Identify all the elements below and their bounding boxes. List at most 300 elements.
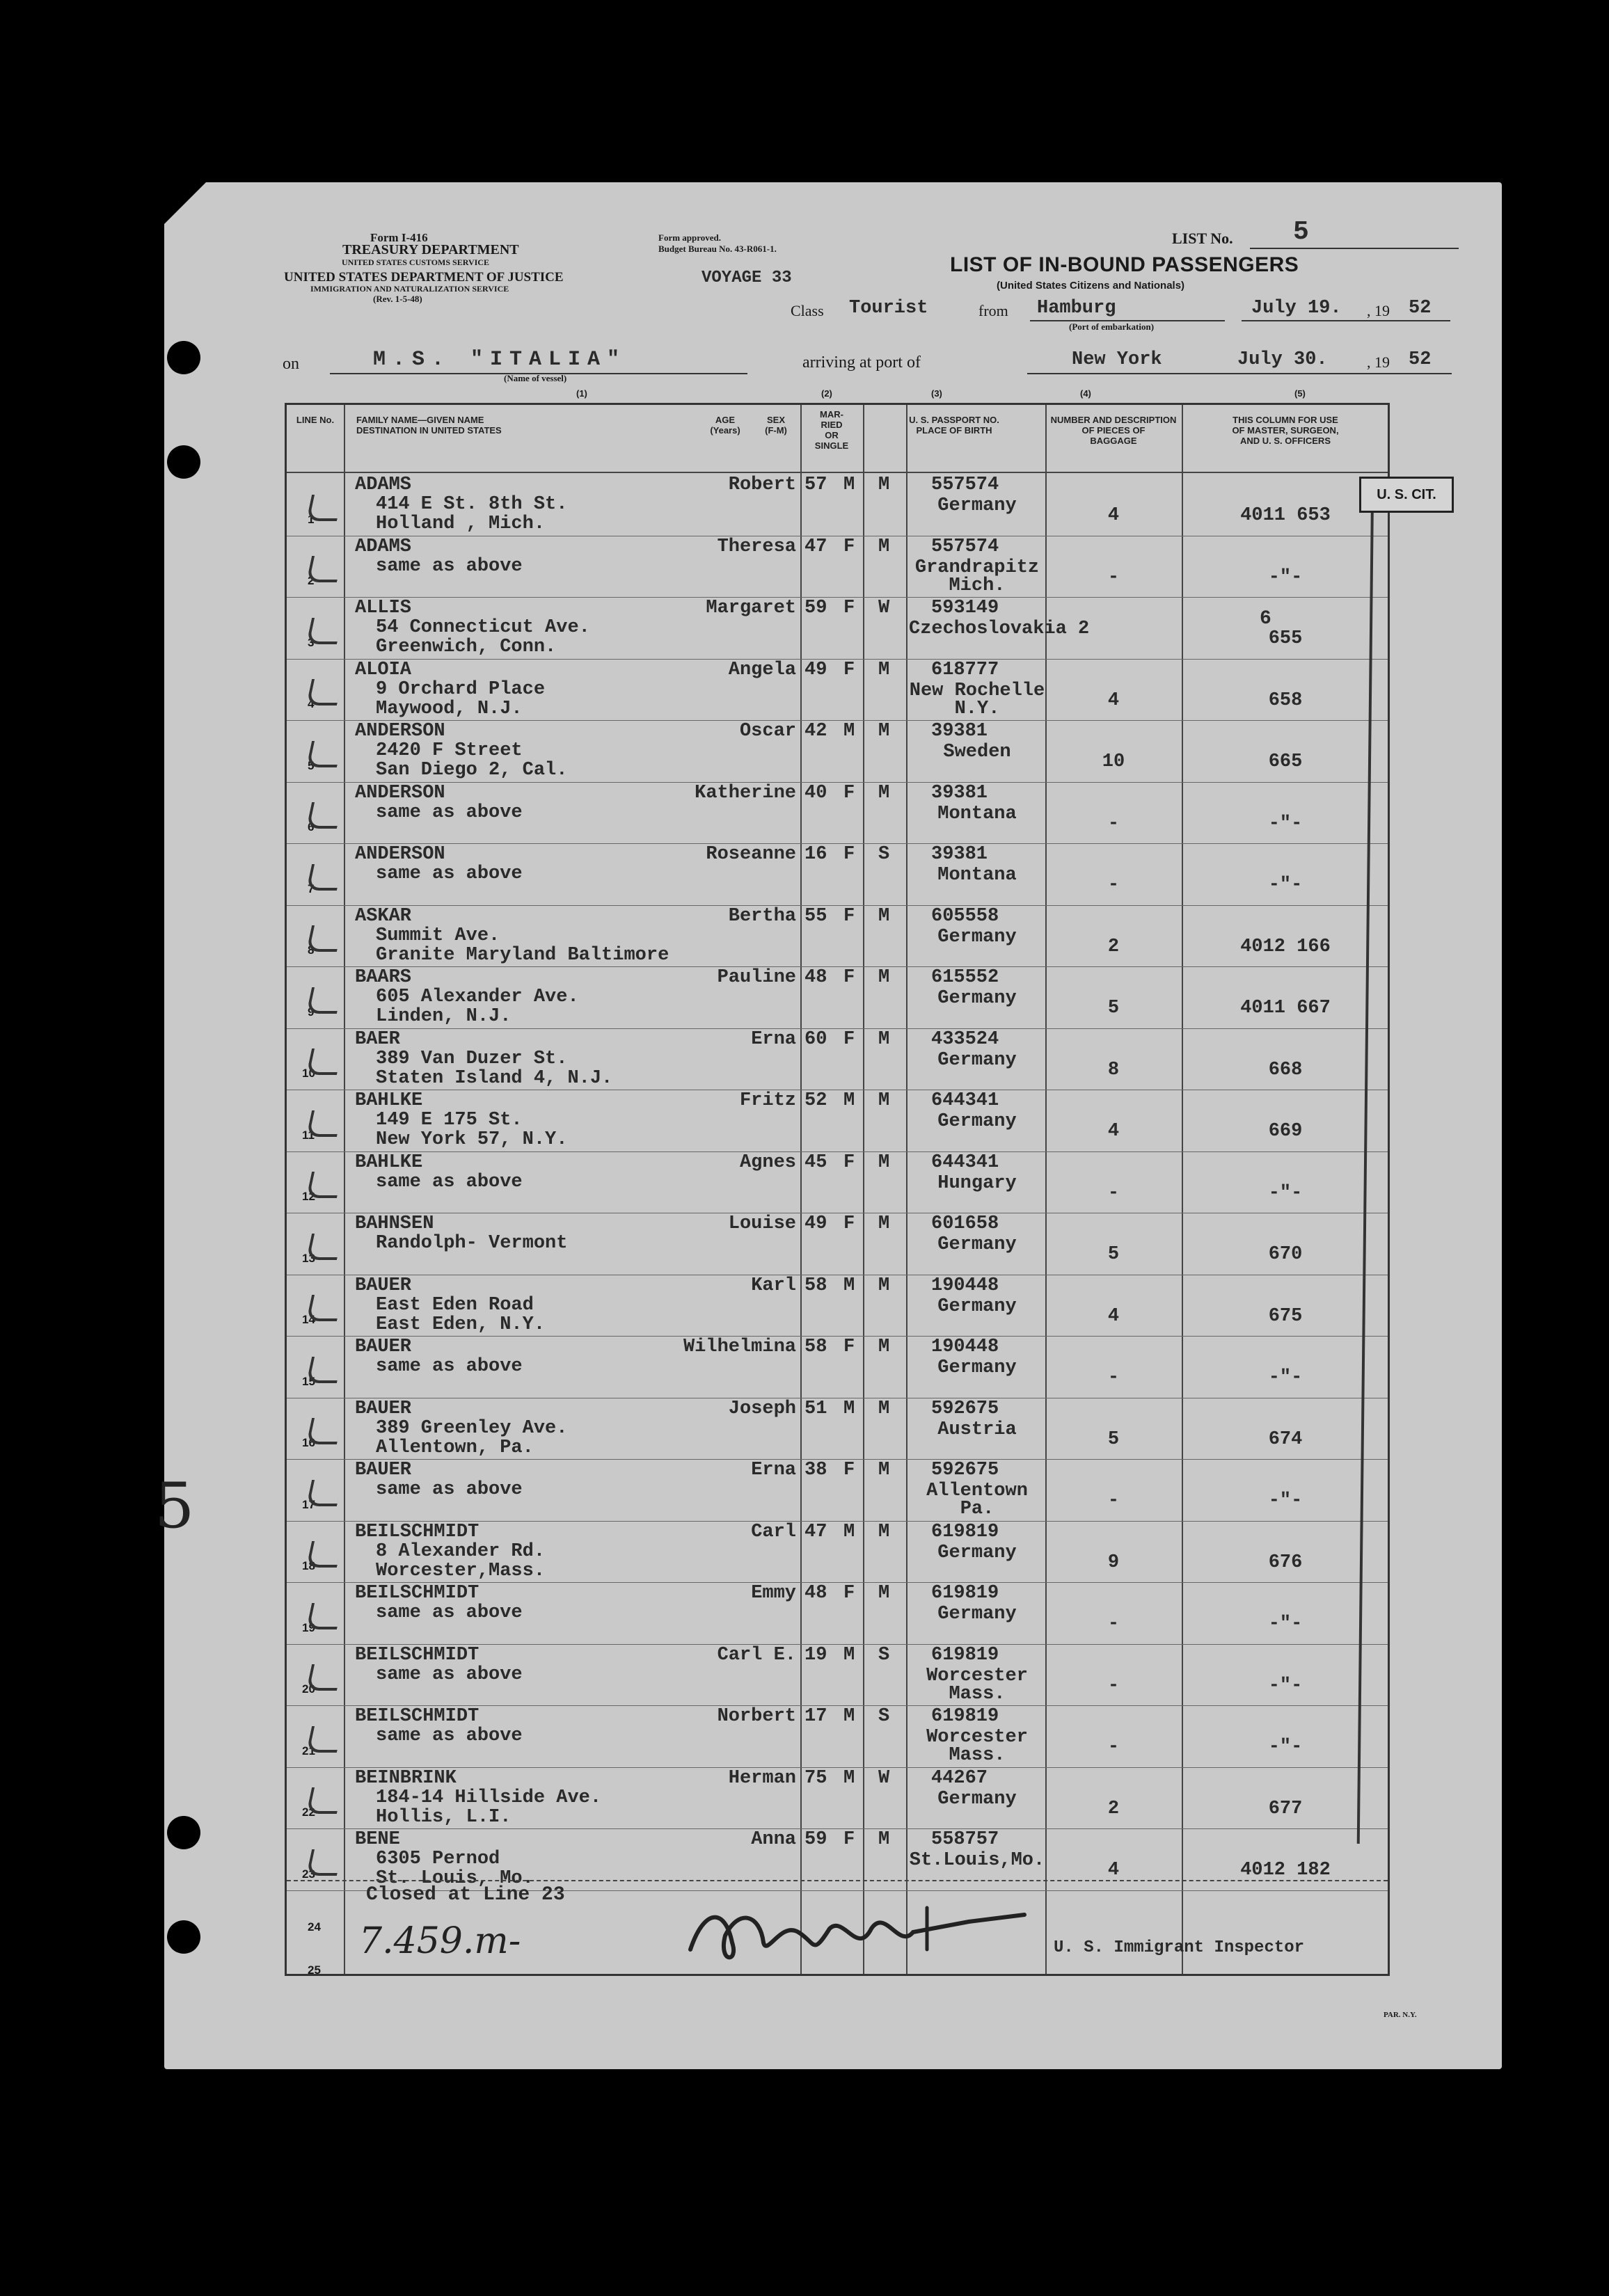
sex: F xyxy=(843,844,855,865)
age: 55 xyxy=(804,905,827,927)
baggage-count: 10 xyxy=(1102,751,1125,772)
family-name: ANDERSON xyxy=(355,782,445,804)
place-of-birth-line-2: Mass. xyxy=(949,1745,1006,1766)
baggage-count: 4 xyxy=(1107,1121,1120,1142)
form-approved: Form approved. xyxy=(658,232,722,243)
officer-number: -"- xyxy=(1268,1367,1303,1388)
closed-note: Closed at Line 23 xyxy=(366,1884,565,1906)
table-row xyxy=(287,1583,1388,1645)
officer-number: 665 xyxy=(1268,751,1303,772)
passport-number: 601658 xyxy=(931,1213,999,1234)
line-number: 12 xyxy=(302,1190,315,1203)
table-row xyxy=(287,1337,1388,1398)
line-number: 17 xyxy=(302,1497,315,1511)
marital-status: M xyxy=(878,1398,890,1419)
sex: F xyxy=(843,1028,855,1050)
place-of-birth: Sweden xyxy=(943,742,1011,763)
address-line-1: 54 Connecticut Ave. xyxy=(376,617,590,638)
address-line-1: same as above xyxy=(376,1356,523,1377)
table-row xyxy=(287,721,1388,783)
passport-number: 644341 xyxy=(931,1090,999,1111)
baggage-count: 5 xyxy=(1107,1244,1120,1265)
marital-status: M xyxy=(878,967,890,988)
arriving-label: arriving at port of xyxy=(802,353,921,372)
line-number: 15 xyxy=(302,1374,315,1388)
place-of-birth: Germany xyxy=(937,1296,1017,1317)
passport-number: 592675 xyxy=(931,1460,999,1481)
officer-number: 655 xyxy=(1268,628,1303,649)
officer-number: 669 xyxy=(1268,1121,1303,1142)
sex: F xyxy=(843,1213,855,1234)
passport-number: 618777 xyxy=(931,659,999,680)
baggage-count: - xyxy=(1107,875,1120,895)
officer-number: 668 xyxy=(1268,1059,1303,1081)
voyage-stamp: VOYAGE 33 xyxy=(702,269,792,287)
sex: M xyxy=(843,1521,855,1542)
inspector-signature xyxy=(676,1894,1052,1970)
passport-number: 557574 xyxy=(931,475,999,495)
col-header-officers: THIS COLUMN FOR USE OF MASTER, SURGEON, AND U. S. OFFICERS xyxy=(1232,415,1339,446)
address-line-1: 6305 Pernod xyxy=(376,1849,500,1870)
baggage-count: 2 xyxy=(1107,1798,1120,1819)
place-of-birth: Germany xyxy=(937,1788,1017,1810)
sex: F xyxy=(843,598,855,619)
table-row xyxy=(287,844,1388,906)
address-line-2: New York 57, N.Y. xyxy=(376,1129,568,1150)
line-number: 2 xyxy=(308,574,315,587)
family-name: ALOIA xyxy=(355,659,412,680)
place-of-birth: Grandrapitz xyxy=(914,557,1040,578)
address-line-2: Greenwich, Conn. xyxy=(376,637,557,657)
ins-service: IMMIGRATION AND NATURALIZATION SERVICE xyxy=(310,284,509,294)
check-mark xyxy=(306,1234,342,1260)
line-number: 10 xyxy=(302,1067,315,1080)
sex: F xyxy=(843,1583,855,1604)
age: 40 xyxy=(804,782,827,804)
given-name: Erna xyxy=(751,1028,796,1050)
passport-number: 39381 xyxy=(931,721,988,742)
sex: F xyxy=(843,1460,855,1481)
table-row xyxy=(287,783,1388,845)
place-of-birth: Germany xyxy=(937,1542,1017,1563)
sex: F xyxy=(843,967,855,988)
baggage-count: - xyxy=(1107,1675,1120,1696)
binder-hole xyxy=(167,445,200,479)
table-row xyxy=(287,1152,1388,1214)
family-name: BENE xyxy=(355,1829,400,1850)
family-name: ADAMS xyxy=(355,475,412,495)
given-name: Pauline xyxy=(717,967,796,988)
address-line-2: Holland , Mich. xyxy=(376,513,546,534)
age: 19 xyxy=(804,1644,827,1666)
place-of-birth: Germany xyxy=(937,988,1017,1009)
place-of-birth: Germany xyxy=(937,1234,1017,1255)
address-line-2: Staten Island 4, N.J. xyxy=(376,1067,613,1089)
check-mark xyxy=(306,1541,342,1568)
table-row xyxy=(287,967,1388,1029)
officer-number: 674 xyxy=(1268,1428,1303,1450)
officer-number: 4011 653 xyxy=(1240,505,1331,526)
passport-number: 619819 xyxy=(931,1644,999,1666)
check-mark xyxy=(306,1110,342,1137)
age: 16 xyxy=(804,844,827,865)
given-name: Katherine xyxy=(695,782,796,804)
address-line-1: 389 Greenley Ave. xyxy=(376,1417,568,1439)
line-number: 11 xyxy=(302,1128,315,1142)
table-row xyxy=(287,598,1388,660)
torn-corner xyxy=(164,182,206,224)
passport-number: 615552 xyxy=(931,967,999,988)
class-value: Tourist xyxy=(849,298,928,319)
passport-number: 39381 xyxy=(931,782,988,804)
line-number: 5 xyxy=(308,758,315,772)
place-of-birth: Hungary xyxy=(937,1172,1017,1194)
sex: F xyxy=(843,905,855,927)
age: 52 xyxy=(804,1090,827,1111)
address-line-1: 605 Alexander Ave. xyxy=(376,987,579,1007)
line-number: 7 xyxy=(308,882,315,895)
check-mark xyxy=(306,987,342,1014)
arrival-date: July 30. xyxy=(1237,349,1328,370)
address-line-2: Allentown, Pa. xyxy=(376,1437,534,1458)
officer-number: 4012 166 xyxy=(1240,936,1331,957)
officer-number: -"- xyxy=(1268,566,1303,588)
table-row xyxy=(287,1090,1388,1152)
passport-number: 605558 xyxy=(931,905,999,927)
officer-number: 670 xyxy=(1268,1244,1303,1265)
form-title: LIST OF IN-BOUND PASSENGERS xyxy=(950,253,1299,276)
form-number: Form I-416 xyxy=(370,231,428,244)
baggage-count: 4 xyxy=(1107,505,1120,526)
family-name: BEILSCHMIDT xyxy=(355,1706,479,1727)
officer-number: -"- xyxy=(1268,1182,1303,1204)
arrival-year: 52 xyxy=(1409,349,1432,370)
given-name: Carl E. xyxy=(717,1644,796,1666)
address-line-1: same as above xyxy=(376,1171,523,1193)
table-row xyxy=(287,1213,1388,1275)
address-line-1: 414 E St. 8th St. xyxy=(376,494,568,515)
baggage-count: 9 xyxy=(1107,1552,1120,1573)
table-row xyxy=(287,906,1388,968)
date-underline xyxy=(1242,320,1450,321)
passenger-table xyxy=(285,403,1390,1976)
form-sheet xyxy=(154,182,1502,2069)
line-number: 6 xyxy=(308,820,315,834)
marital-status: M xyxy=(878,1337,890,1357)
printer-mark: PAR. N.Y. xyxy=(1384,2011,1417,2019)
sex: M xyxy=(843,1644,855,1666)
us-citizen-stamp: U. S. CIT. xyxy=(1359,477,1454,513)
passport-number: 44267 xyxy=(931,1767,988,1789)
check-mark xyxy=(306,1295,342,1321)
vessel-note: (Name of vessel) xyxy=(504,373,567,383)
family-name: BAUER xyxy=(355,1337,412,1357)
place-of-birth-line-2: Pa. xyxy=(960,1499,994,1520)
baggage-count: - xyxy=(1107,813,1120,834)
given-name: Wilhelmina xyxy=(683,1337,796,1357)
baggage-count: - xyxy=(1107,1367,1120,1388)
address-line-1: 389 Van Duzer St. xyxy=(376,1048,568,1069)
marital-status: S xyxy=(878,844,890,865)
check-mark xyxy=(306,556,342,582)
family-name: BEILSCHMIDT xyxy=(355,1644,479,1666)
table-row xyxy=(287,475,1388,536)
column-number-4: (4) xyxy=(1080,388,1091,399)
address-line-1: same as above xyxy=(376,1664,523,1685)
line-number: 3 xyxy=(308,635,315,649)
place-of-birth: Germany xyxy=(937,1049,1017,1071)
col-header-married: MAR- RIED OR SINGLE xyxy=(814,409,849,451)
family-name: BAUER xyxy=(355,1398,412,1419)
baggage-count: 4 xyxy=(1107,1305,1120,1327)
given-name: Robert xyxy=(728,475,796,495)
sex: M xyxy=(843,475,855,495)
column-number-3: (3) xyxy=(931,388,942,399)
table-row xyxy=(287,1706,1388,1768)
officer-number: -"- xyxy=(1268,1490,1303,1511)
officer-number: 676 xyxy=(1268,1552,1303,1573)
passport-number: 558757 xyxy=(931,1829,999,1850)
table-row xyxy=(287,536,1388,598)
age: 58 xyxy=(804,1337,827,1357)
family-name: BAUER xyxy=(355,1460,412,1481)
passport-number: 190448 xyxy=(931,1275,999,1296)
line-number-25: 25 xyxy=(308,1963,321,1977)
age: 17 xyxy=(804,1706,827,1727)
passport-number: 557574 xyxy=(931,536,999,557)
age: 48 xyxy=(804,1583,827,1604)
officer-number: 675 xyxy=(1268,1305,1303,1327)
age: 45 xyxy=(804,1151,827,1173)
line-number: 18 xyxy=(302,1559,315,1572)
check-mark xyxy=(306,1049,342,1075)
family-name: BAER xyxy=(355,1028,400,1050)
class-label: Class xyxy=(791,302,824,319)
table-row xyxy=(287,1398,1388,1460)
place-of-birth: Worcester xyxy=(926,1727,1028,1748)
on-label: on xyxy=(283,355,299,373)
column-number-5: (5) xyxy=(1294,388,1306,399)
binder-hole xyxy=(167,1920,200,1954)
check-mark xyxy=(306,1172,342,1198)
address-line-1: same as above xyxy=(376,1479,523,1500)
departure-date: July 19. xyxy=(1251,298,1342,319)
given-name: Angela xyxy=(728,659,796,680)
address-line-1: 184-14 Hillside Ave. xyxy=(376,1787,602,1808)
place-of-birth-line-2: Mich. xyxy=(949,575,1006,596)
col-header-line: LINE No. xyxy=(296,415,335,425)
line-number: 21 xyxy=(302,1744,315,1757)
vessel-name: M.S. "ITALIA" xyxy=(373,348,627,372)
check-mark xyxy=(306,1664,342,1691)
sex: M xyxy=(843,1398,855,1419)
line-number: 20 xyxy=(302,1682,315,1696)
age: 60 xyxy=(804,1028,827,1050)
justice-dept: UNITED STATES DEPARTMENT OF JUSTICE xyxy=(284,270,564,285)
arrival-underline xyxy=(1027,373,1452,374)
officer-number: -"- xyxy=(1268,1675,1303,1696)
address-line-1: 9 Orchard Place xyxy=(376,678,546,700)
marital-status: M xyxy=(878,659,890,680)
address-line-1: Summit Ave. xyxy=(376,925,500,946)
sex: F xyxy=(843,782,855,804)
sex: F xyxy=(843,536,855,557)
sex: F xyxy=(843,659,855,680)
officer-number: -"- xyxy=(1268,1613,1303,1634)
table-row xyxy=(287,1275,1388,1337)
line-number-24: 24 xyxy=(308,1920,321,1934)
age: 51 xyxy=(804,1398,827,1419)
family-name: BAARS xyxy=(355,967,412,988)
officer-number: -"- xyxy=(1268,1737,1303,1757)
baggage-count: 5 xyxy=(1107,998,1120,1019)
annotation-6: 6 xyxy=(1260,608,1271,630)
marital-status: M xyxy=(878,1151,890,1173)
treasury-dept: TREASURY DEPARTMENT xyxy=(342,242,519,257)
address-line-1: 149 E 175 St. xyxy=(376,1110,523,1131)
address-line-1: 8 Alexander Rd. xyxy=(376,1540,546,1562)
family-name: BAHNSEN xyxy=(355,1213,434,1234)
budget-bureau: Budget Bureau No. 43-R061-1. xyxy=(658,244,777,254)
line-number: 13 xyxy=(302,1251,315,1265)
given-name: Theresa xyxy=(717,536,796,557)
check-mark xyxy=(306,1480,342,1506)
handwritten-code: 7.459.m- xyxy=(359,1920,521,1962)
table-row xyxy=(287,1768,1388,1830)
baggage-count: - xyxy=(1107,1737,1120,1757)
given-name: Oscar xyxy=(739,721,796,742)
binder-hole xyxy=(167,341,200,374)
sex: F xyxy=(843,1829,855,1850)
check-mark xyxy=(306,802,342,829)
age: 48 xyxy=(804,967,827,988)
inspector-title: U. S. Immigrant Inspector xyxy=(1054,1938,1305,1957)
address-line-1: same as above xyxy=(376,1602,523,1623)
marital-status: W xyxy=(878,598,890,619)
given-name: Agnes xyxy=(739,1151,796,1173)
address-line-2: San Diego 2, Cal. xyxy=(376,760,568,781)
given-name: Herman xyxy=(728,1767,796,1789)
given-name: Erna xyxy=(751,1460,796,1481)
check-mark xyxy=(306,1603,342,1629)
address-line-1: East Eden Road xyxy=(376,1294,534,1316)
age: 47 xyxy=(804,1521,827,1542)
officer-number: 677 xyxy=(1268,1798,1303,1819)
family-name: BEILSCHMIDT xyxy=(355,1521,479,1542)
departure-year: 52 xyxy=(1409,298,1432,319)
row-divider xyxy=(287,1880,1388,1883)
line-number: 9 xyxy=(308,1005,315,1019)
col-header-baggage: NUMBER AND DESCRIPTION OF PIECES OF BAGGAGE xyxy=(1050,415,1177,446)
age: 59 xyxy=(804,598,827,619)
place-of-birth: Czechoslovakia 2 xyxy=(909,619,1090,639)
age: 47 xyxy=(804,536,827,557)
sex: M xyxy=(843,721,855,742)
place-of-birth: Allentown xyxy=(926,1481,1028,1501)
place-of-birth: Austria xyxy=(937,1419,1017,1440)
col-header-passport: U. S. PASSPORT NO. PLACE OF BIRTH xyxy=(909,415,999,436)
baggage-count: - xyxy=(1107,1613,1120,1634)
marital-status: M xyxy=(878,905,890,927)
place-of-birth: Montana xyxy=(937,803,1017,824)
table-row xyxy=(287,660,1388,722)
address-line-1: same as above xyxy=(376,863,523,884)
place-of-birth: St.Louis,Mo. xyxy=(909,1850,1045,1871)
passport-number: 433524 xyxy=(931,1028,999,1050)
address-line-2: Worcester,Mass. xyxy=(376,1560,546,1581)
marital-status: M xyxy=(878,536,890,557)
line-number: 1 xyxy=(308,512,315,526)
place-of-birth: Germany xyxy=(937,495,1017,516)
address-line-2: Maywood, N.J. xyxy=(376,698,523,719)
check-mark xyxy=(306,1726,342,1753)
address-line-2: Hollis, L.I. xyxy=(376,1806,512,1828)
line-number: 19 xyxy=(302,1620,315,1634)
arrival-year-prefix: , 19 xyxy=(1367,353,1390,371)
margin-mark: 5 xyxy=(154,1469,195,1542)
line-number: 22 xyxy=(302,1805,315,1819)
address-line-1: 2420 F Street xyxy=(376,740,523,761)
given-name: Margaret xyxy=(706,598,796,619)
place-of-birth: Germany xyxy=(937,1357,1017,1378)
given-name: Roseanne xyxy=(706,844,796,865)
given-name: Joseph xyxy=(728,1398,796,1419)
baggage-count: 5 xyxy=(1107,1428,1120,1450)
passport-number: 39381 xyxy=(931,844,988,865)
marital-status: M xyxy=(878,1090,890,1111)
address-line-2: St. Louis, Mo. xyxy=(376,1868,534,1889)
sex: M xyxy=(843,1767,855,1789)
officer-number: -"- xyxy=(1268,813,1303,834)
passport-number: 592675 xyxy=(931,1398,999,1419)
sex: M xyxy=(843,1090,855,1111)
officer-number: 4011 667 xyxy=(1240,998,1331,1019)
age: 42 xyxy=(804,721,827,742)
address-line-2: East Eden, N.Y. xyxy=(376,1314,546,1335)
given-name: Karl xyxy=(751,1275,796,1296)
age: 59 xyxy=(804,1829,827,1850)
column-number-2: (2) xyxy=(821,388,832,399)
col-header-name: FAMILY NAME—GIVEN NAME DESTINATION IN UNITED STATES xyxy=(356,415,502,436)
passport-number: 619819 xyxy=(931,1706,999,1727)
given-name: Anna xyxy=(751,1829,796,1850)
binder-hole xyxy=(167,1816,200,1849)
place-of-birth-line-2: Mass. xyxy=(949,1683,1006,1705)
col-header-sex: SEX (F-M) xyxy=(765,415,787,436)
header-divider xyxy=(287,472,1388,473)
marital-status: S xyxy=(878,1644,890,1666)
sex: F xyxy=(843,1337,855,1357)
list-underline xyxy=(1250,248,1459,249)
baggage-count: 4 xyxy=(1107,689,1120,711)
table-row xyxy=(287,1029,1388,1091)
given-name: Emmy xyxy=(751,1583,796,1604)
age: 38 xyxy=(804,1460,827,1481)
baggage-count: 4 xyxy=(1107,1860,1120,1881)
passport-number: 593149 xyxy=(931,598,999,619)
form-subtitle: (United States Citizens and Nationals) xyxy=(997,280,1185,292)
sex: M xyxy=(843,1275,855,1296)
column-number-1: (1) xyxy=(576,388,587,399)
place-of-birth: Germany xyxy=(937,1604,1017,1625)
officer-number: 4012 182 xyxy=(1240,1860,1331,1881)
age: 49 xyxy=(804,659,827,680)
customs-service: UNITED STATES CUSTOMS SERVICE xyxy=(342,257,489,267)
given-name: Norbert xyxy=(717,1706,796,1727)
address-line-2: Linden, N.J. xyxy=(376,1006,512,1027)
check-mark xyxy=(306,741,342,767)
marital-status: M xyxy=(878,1028,890,1050)
